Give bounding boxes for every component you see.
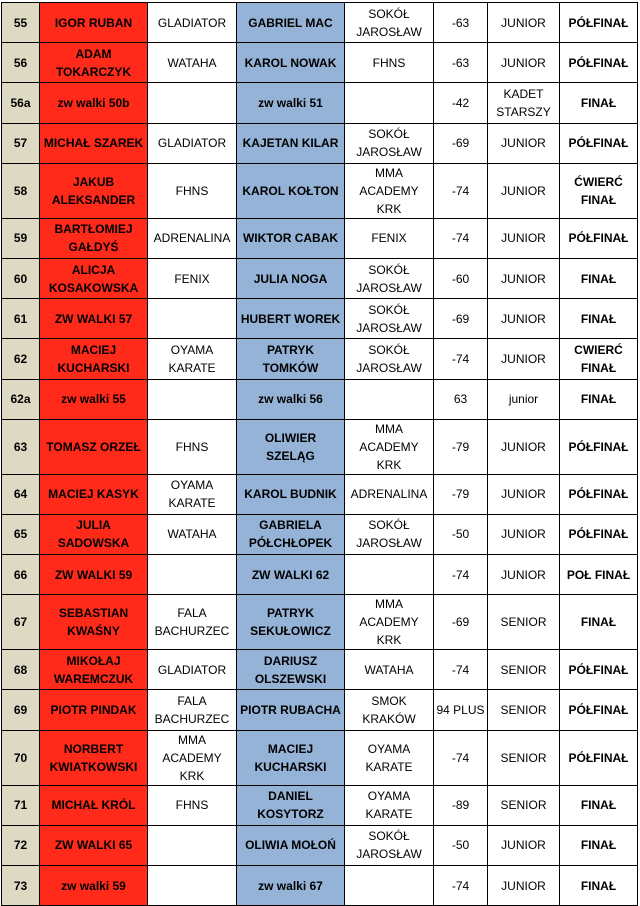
blue-corner-club [345,83,434,123]
red-corner-club: FHNS [148,419,237,474]
blue-corner-club: MMA ACADEMY KRK [345,595,434,650]
red-corner-fighter: MACIEJ KASYK [40,474,148,514]
age-category: JUNIOR [488,474,560,514]
age-category: SENIOR [488,785,560,825]
table-row [2,83,638,123]
blue-corner-fighter: KAROL KOŁTON [237,163,345,218]
red-corner-fighter: MIKOŁAJ WAREMCZUK [40,650,148,690]
fight-number: 68 [2,650,40,690]
tournament-stage: PÓŁFINAŁ [560,123,638,163]
weight-class: -89 [434,785,488,825]
tournament-stage: PÓŁFINAŁ [560,218,638,258]
fight-number: 64 [2,474,40,514]
red-corner-club [148,83,237,123]
tournament-stage: FINAŁ [560,595,638,650]
red-corner-club: GLADIATOR [148,123,237,163]
red-corner-club: OYAMA KARATE [148,474,237,514]
fight-number: 55 [2,3,40,43]
fight-number: 62a [2,379,40,419]
age-category: JUNIOR [488,514,560,554]
weight-class: -69 [434,595,488,650]
blue-corner-fighter: HUBERT WOREK [237,299,345,339]
age-category: JUNIOR [488,339,560,379]
blue-corner-club: MMA ACADEMY KRK [345,419,434,474]
weight-class: -74 [434,555,488,595]
red-corner-club: FALA BACHURZEC [148,690,237,730]
blue-corner-club: SOKÓŁ JAROSŁAW [345,299,434,339]
blue-corner-fighter: zw walki 56 [237,379,345,419]
tournament-stage: FINAŁ [560,83,638,123]
fight-number: 60 [2,258,40,298]
table-row [2,299,638,339]
blue-corner-club: SOKÓŁ JAROSŁAW [345,123,434,163]
age-category: JUNIOR [488,43,560,83]
fight-rows [2,3,638,906]
fight-number: 59 [2,218,40,258]
age-category: junior [488,379,560,419]
fight-number: 57 [2,123,40,163]
table-row [2,163,638,218]
weight-class: -50 [434,514,488,554]
blue-corner-club: SOKÓŁ JAROSŁAW [345,825,434,865]
age-category: JUNIOR [488,123,560,163]
red-corner-fighter: ADAM TOKARCZYK [40,43,148,83]
blue-corner-club: ADRENALINA [345,474,434,514]
table-row [2,419,638,474]
fight-number: 65 [2,514,40,554]
weight-class: -74 [434,730,488,785]
blue-corner-fighter: GABRIELA PÓŁCHŁOPEK [237,514,345,554]
tournament-stage: PÓŁFINAŁ [560,650,638,690]
blue-corner-fighter: PIOTR RUBACHA [237,690,345,730]
blue-corner-fighter: PATRYK SEKUŁOWICZ [237,595,345,650]
age-category: JUNIOR [488,218,560,258]
red-corner-club [148,299,237,339]
age-category: JUNIOR [488,866,560,906]
age-category: SENIOR [488,595,560,650]
blue-corner-club: SOKÓŁ JAROSŁAW [345,339,434,379]
table-row [2,555,638,595]
red-corner-club: FENIX [148,258,237,298]
age-category: JUNIOR [488,3,560,43]
fight-number: 63 [2,419,40,474]
weight-class: -74 [434,866,488,906]
table-row [2,866,638,906]
table-row [2,258,638,298]
tournament-stage: ĆWIERĆ FINAŁ [560,163,638,218]
weight-class: -74 [434,339,488,379]
weight-class: -79 [434,419,488,474]
blue-corner-club: FENIX [345,218,434,258]
age-category: JUNIOR [488,419,560,474]
table-row [2,379,638,419]
blue-corner-fighter: OLIWIER SZELĄG [237,419,345,474]
table-row [2,218,638,258]
tournament-stage: POŁ FINAŁ [560,555,638,595]
blue-corner-club: SOKÓŁ JAROSŁAW [345,514,434,554]
age-category: SENIOR [488,730,560,785]
red-corner-fighter: JAKUB ALEKSANDER [40,163,148,218]
red-corner-club: OYAMA KARATE [148,339,237,379]
tournament-stage: FINAŁ [560,866,638,906]
red-corner-club [148,866,237,906]
table-row [2,825,638,865]
age-category: JUNIOR [488,299,560,339]
fight-number: 69 [2,690,40,730]
red-corner-club: WATAHA [148,43,237,83]
weight-class: -74 [434,218,488,258]
blue-corner-club: OYAMA KARATE [345,785,434,825]
red-corner-fighter: ZW WALKI 65 [40,825,148,865]
weight-class: 63 [434,379,488,419]
blue-corner-fighter: DARIUSZ OLSZEWSKI [237,650,345,690]
red-corner-club: GLADIATOR [148,650,237,690]
age-category: KADET STARSZY [488,83,560,123]
blue-corner-fighter: zw walki 51 [237,83,345,123]
age-category: JUNIOR [488,555,560,595]
age-category: JUNIOR [488,258,560,298]
red-corner-club [148,555,237,595]
weight-class: -60 [434,258,488,298]
red-corner-club: GLADIATOR [148,3,237,43]
fight-number: 70 [2,730,40,785]
blue-corner-fighter: GABRIEL MAC [237,3,345,43]
blue-corner-fighter: zw walki 67 [237,866,345,906]
tournament-stage: PÓŁFINAŁ [560,3,638,43]
blue-corner-fighter: ZW WALKI 62 [237,555,345,595]
weight-class: -42 [434,83,488,123]
red-corner-club [148,379,237,419]
table-row [2,514,638,554]
red-corner-fighter: zw walki 55 [40,379,148,419]
blue-corner-fighter: KAJETAN KILAR [237,123,345,163]
blue-corner-fighter: DANIEL KOSYTORZ [237,785,345,825]
red-corner-fighter: PIOTR PINDAK [40,690,148,730]
blue-corner-club [345,379,434,419]
table-row [2,690,638,730]
tournament-stage: CWIERĆ FINAŁ [560,339,638,379]
red-corner-fighter: ZW WALKI 59 [40,555,148,595]
weight-class: -69 [434,123,488,163]
blue-corner-club: MMA ACADEMY KRK [345,163,434,218]
blue-corner-club: WATAHA [345,650,434,690]
age-category: SENIOR [488,690,560,730]
red-corner-fighter: JULIA SADOWSKA [40,514,148,554]
blue-corner-club: OYAMA KARATE [345,730,434,785]
fight-number: 58 [2,163,40,218]
tournament-stage: PÓŁFINAŁ [560,690,638,730]
red-corner-fighter: MICHAŁ SZAREK [40,123,148,163]
red-corner-club: FHNS [148,163,237,218]
tournament-stage: PÓŁFINAŁ [560,43,638,83]
blue-corner-fighter: WIKTOR CABAK [237,218,345,258]
fight-number: 73 [2,866,40,906]
blue-corner-fighter: PATRYK TOMKÓW [237,339,345,379]
table-row [2,730,638,785]
blue-corner-club [345,866,434,906]
fight-number: 67 [2,595,40,650]
blue-corner-club: FHNS [345,43,434,83]
red-corner-fighter: zw walki 59 [40,866,148,906]
age-category: SENIOR [488,650,560,690]
weight-class: -74 [434,163,488,218]
red-corner-club: WATAHA [148,514,237,554]
red-corner-fighter: MICHAŁ KRÓL [40,785,148,825]
red-corner-fighter: SEBASTIAN KWAŚNY [40,595,148,650]
blue-corner-fighter: KAROL NOWAK [237,43,345,83]
red-corner-club: FHNS [148,785,237,825]
tournament-stage: PÓŁFINAŁ [560,474,638,514]
red-corner-fighter: MACIEJ KUCHARSKI [40,339,148,379]
weight-class: -69 [434,299,488,339]
fight-number: 71 [2,785,40,825]
blue-corner-club: SMOK KRAKÓW [345,690,434,730]
age-category: JUNIOR [488,825,560,865]
tournament-stage: PÓŁFINAŁ [560,514,638,554]
red-corner-fighter: BARTŁOMIEJ GAŁDYŚ [40,218,148,258]
red-corner-club: ADRENALINA [148,218,237,258]
table-row [2,3,638,43]
weight-class: -63 [434,43,488,83]
table-row [2,785,638,825]
red-corner-club [148,825,237,865]
fight-number: 66 [2,555,40,595]
tournament-stage: FINAŁ [560,825,638,865]
red-corner-club: FALA BACHURZEC [148,595,237,650]
fight-number: 56a [2,83,40,123]
table-row [2,650,638,690]
tournament-stage: FINAŁ [560,299,638,339]
age-category: JUNIOR [488,163,560,218]
table-row [2,595,638,650]
tournament-stage: PÓŁFINAŁ [560,730,638,785]
red-corner-fighter: zw walki 50b [40,83,148,123]
red-corner-fighter: ALICJA KOSAKOWSKA [40,258,148,298]
table-row [2,474,638,514]
fight-number: 62 [2,339,40,379]
blue-corner-club [345,555,434,595]
tournament-stage: FINAŁ [560,258,638,298]
weight-class: -79 [434,474,488,514]
weight-class: -74 [434,650,488,690]
weight-class: -50 [434,825,488,865]
tournament-stage: PÓŁFINAŁ [560,419,638,474]
table-row [2,123,638,163]
weight-class: -63 [434,3,488,43]
fight-number: 72 [2,825,40,865]
blue-corner-club: SOKÓŁ JAROSŁAW [345,258,434,298]
blue-corner-club: SOKÓŁ JAROSŁAW [345,3,434,43]
tournament-stage: FINAŁ [560,785,638,825]
red-corner-fighter: ZW WALKI 57 [40,299,148,339]
fight-number: 61 [2,299,40,339]
weight-class: 94 PLUS [434,690,488,730]
blue-corner-fighter: OLIWIA MOŁOŃ [237,825,345,865]
table-row [2,43,638,83]
fight-schedule-table [1,2,638,906]
table-row [2,339,638,379]
blue-corner-fighter: MACIEJ KUCHARSKI [237,730,345,785]
red-corner-fighter: NORBERT KWIATKOWSKI [40,730,148,785]
blue-corner-fighter: JULIA NOGA [237,258,345,298]
fight-number: 56 [2,43,40,83]
red-corner-club: MMA ACADEMY KRK [148,730,237,785]
red-corner-fighter: TOMASZ ORZEŁ [40,419,148,474]
blue-corner-fighter: KAROL BUDNIK [237,474,345,514]
tournament-stage: FINAŁ [560,379,638,419]
red-corner-fighter: IGOR RUBAN [40,3,148,43]
